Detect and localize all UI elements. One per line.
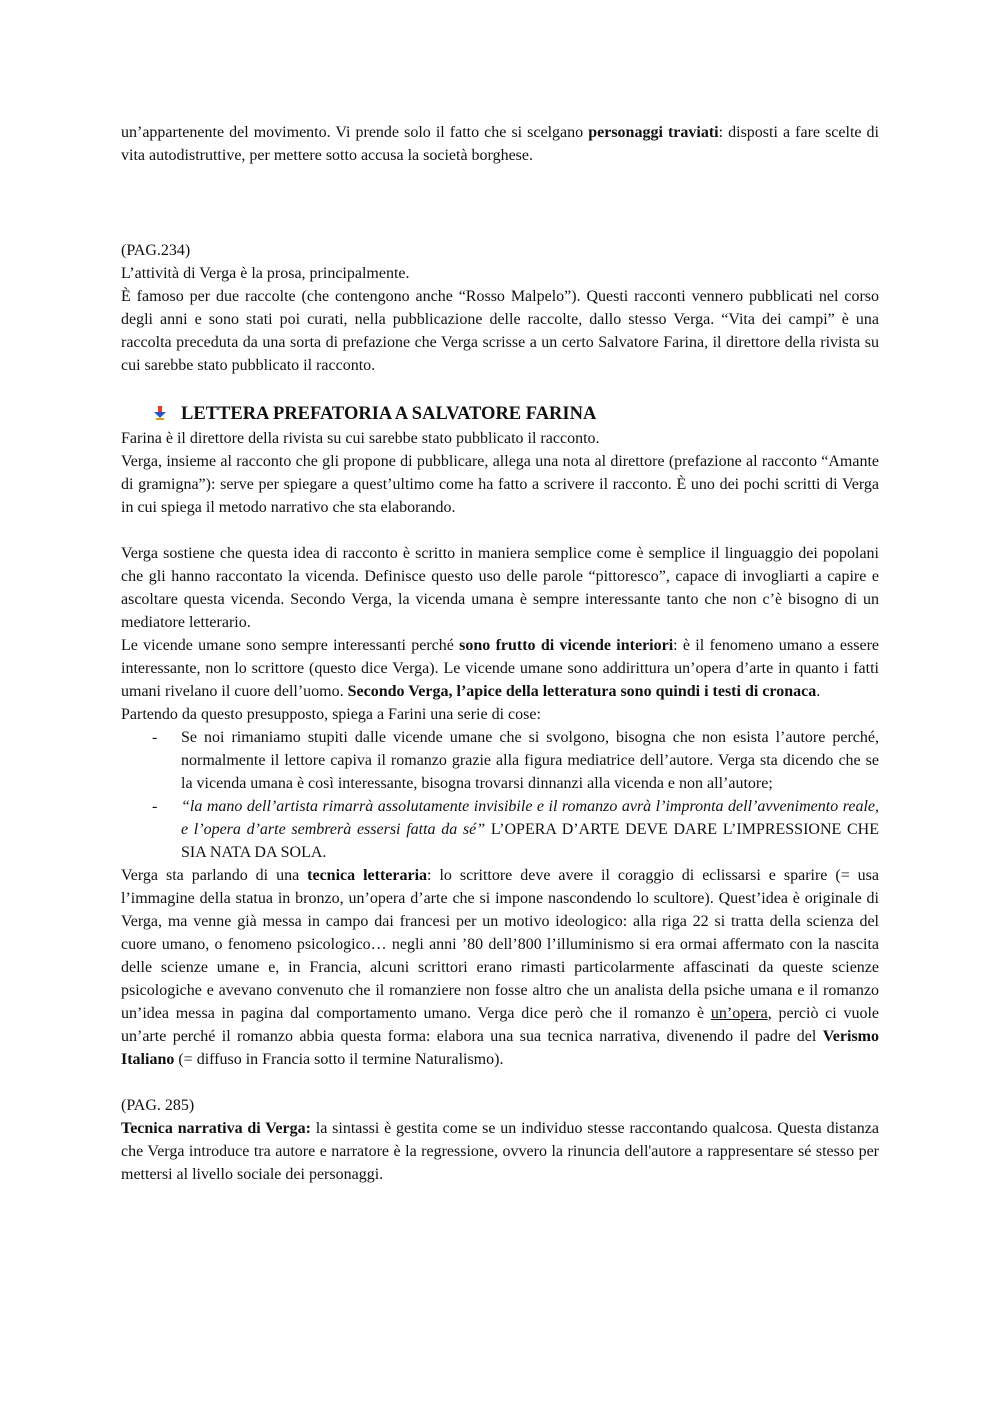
text: un’appartenente del movimento. Vi prende solo il fatto che si scelgano xyxy=(121,124,589,141)
text: . xyxy=(816,683,821,700)
paragraph-technique xyxy=(121,864,879,1071)
text: Verga sta parlando di una xyxy=(121,867,308,884)
document-page xyxy=(121,121,879,1186)
list-item-text: L’OPERA D’ARTE DEVE DARE L’IMPRESSIONE CHE SIA NATA DA SOLA. xyxy=(181,821,879,861)
text: : disposti a fare scelte di vita autodistruttive, per mettere sotto accusa la società borghese. xyxy=(121,124,879,164)
paragraph-note: Verga, insieme al racconto che gli propone di pubblicare, allega una nota al direttore (prefazione al racconto “Amante di gramigna”): serve per spiegare a quest’ultimo come ha fatto a scrivere il racconto. È uno dei pochi scritti di Verga in cui spiega il metodo narrativo che sta elaborando. xyxy=(121,453,879,516)
text: , perciò ci vuole un’arte perché il romanzo abbia questa forma: elabora una sua tecnica narrativa, divenendo il padre del xyxy=(121,1005,879,1045)
arrow-down-bullet-icon xyxy=(153,406,167,420)
bold-text: tecnica letteraria xyxy=(307,867,428,884)
page-reference: (PAG.234) xyxy=(121,242,191,259)
text: : è il fenomeno umano a essere interessante, non lo scrittore (questo dice Verga). Le vicende umane sono addirittura un’opera d’arte in quanto i fatti umani rivelano il cuore dell’uomo. xyxy=(121,637,880,700)
paragraph-farina: Farina è il direttore della rivista su cui sarebbe stato pubblicato il racconto. xyxy=(121,430,600,447)
bold-text: Verismo Italiano xyxy=(121,1028,879,1068)
dash-list xyxy=(121,726,879,864)
paragraph-collections: È famoso per due raccolte (che contengono anche “Rosso Malpelo”). Questi racconti vennero pubblicati nel corso degli anni e sono stati poi curati, nella pubblicazione delle raccolte, dallo stesso Verga. “Vita dei campi” è una raccolta preceduta da una sorta di prefazione che Verga scrisse a un certo Salvatore Farina, il direttore della rivista su cui sarebbe stato pubblicato il racconto. xyxy=(121,288,879,374)
list-item xyxy=(121,795,879,864)
paragraph-narrative-technique xyxy=(121,1117,879,1186)
paragraph-premise: Partendo da questo presupposto, spiega a Farini una serie di cose: xyxy=(121,706,541,723)
section-heading-row xyxy=(121,401,879,427)
paragraph-movement xyxy=(121,121,879,167)
text: Le vicende umane sono sempre interessanti perché xyxy=(121,637,460,654)
text: la sintassi è gestita come se un individuo stesse raccontando qualcosa. Questa distanza che Verga introduce tra autore e narratore è la regressione, ovvero la rinuncia dell'autore a rappresentare sé stesso per mettersi al livello sociale dei personaggi. xyxy=(121,1120,879,1183)
section-heading: LETTERA PREFATORIA A SALVATORE FARINA xyxy=(181,404,597,424)
dash-bullet: - xyxy=(152,729,158,746)
bold-text: personaggi traviati xyxy=(588,124,719,141)
paragraph-prose: L’attività di Verga è la prosa, principalmente. xyxy=(121,265,410,282)
list-item xyxy=(121,726,879,795)
page-reference: (PAG. 285) xyxy=(121,1097,195,1114)
paragraph-human-events xyxy=(121,634,879,703)
underlined-text: un’opera xyxy=(710,1005,768,1022)
paragraph-language: Verga sostiene che questa idea di racconto è scritto in maniera semplice come è semplice il linguaggio dei popolani che gli hanno raccontato la vicenda. Definisce questo uso delle parole “pittoresco”, capace di invogliarti a capire e ascoltare questa vicenda. Secondo Verga, la vicenda umana è sempre interessante tanto che non c’è bisogno di un mediatore letterario. xyxy=(121,545,879,631)
list-item-text: Se noi rimaniamo stupiti dalle vicende umane che si svolgono, bisogna che non esista l’autore perché, normalmente il lettore capiva il romanzo grazie alla figura mediatrice dell’autore. Verga sta dicendo che se la vicenda umana è così interessante, bisogna trovarsi dinnanzi alla vicenda e non all’autore; xyxy=(181,729,879,792)
dash-bullet: - xyxy=(152,798,158,815)
bold-text: Secondo Verga, l’apice della letteratura sono quindi i testi di cronaca xyxy=(347,683,817,700)
text: : lo scrittore deve avere il coraggio di eclissarsi e sparire (= usa l’immagine della statua in bronzo, un’opera d’arte che si impone nascondendo lo scultore). Quest’idea è originale di Verga, ma venne già messa in campo dai francesi per un motivo ideologico: alla riga 22 si tratta della scienza del cuore umano, o fenomeno psicologico… negli anni ’80 dell’800 l’illuminismo si era ormai affermato con la nascita delle scienze umane e, in Francia, alcuni scrittori erano rimasti particolarmente affascinati da queste scienze psicologiche e avevano convenuto che il romanziere non fosse altro che un analista della psiche umana e il romanzo un’idea messa in pagina dal comportamento umano. Verga dice però che il romanzo è xyxy=(121,867,880,1022)
bold-text: sono frutto di vicende interiori xyxy=(459,637,674,654)
bold-text: Tecnica narrativa di Verga: xyxy=(121,1120,311,1137)
text: (= diffuso in Francia sotto il termine Naturalismo). xyxy=(174,1051,504,1068)
italic-quote: “la mano dell’artista rimarrà assolutamente invisibile e il romanzo avrà l’impronta dell’avvenimento reale, e l’opera d’arte sembrerà essersi fatta da sé” xyxy=(181,798,879,838)
